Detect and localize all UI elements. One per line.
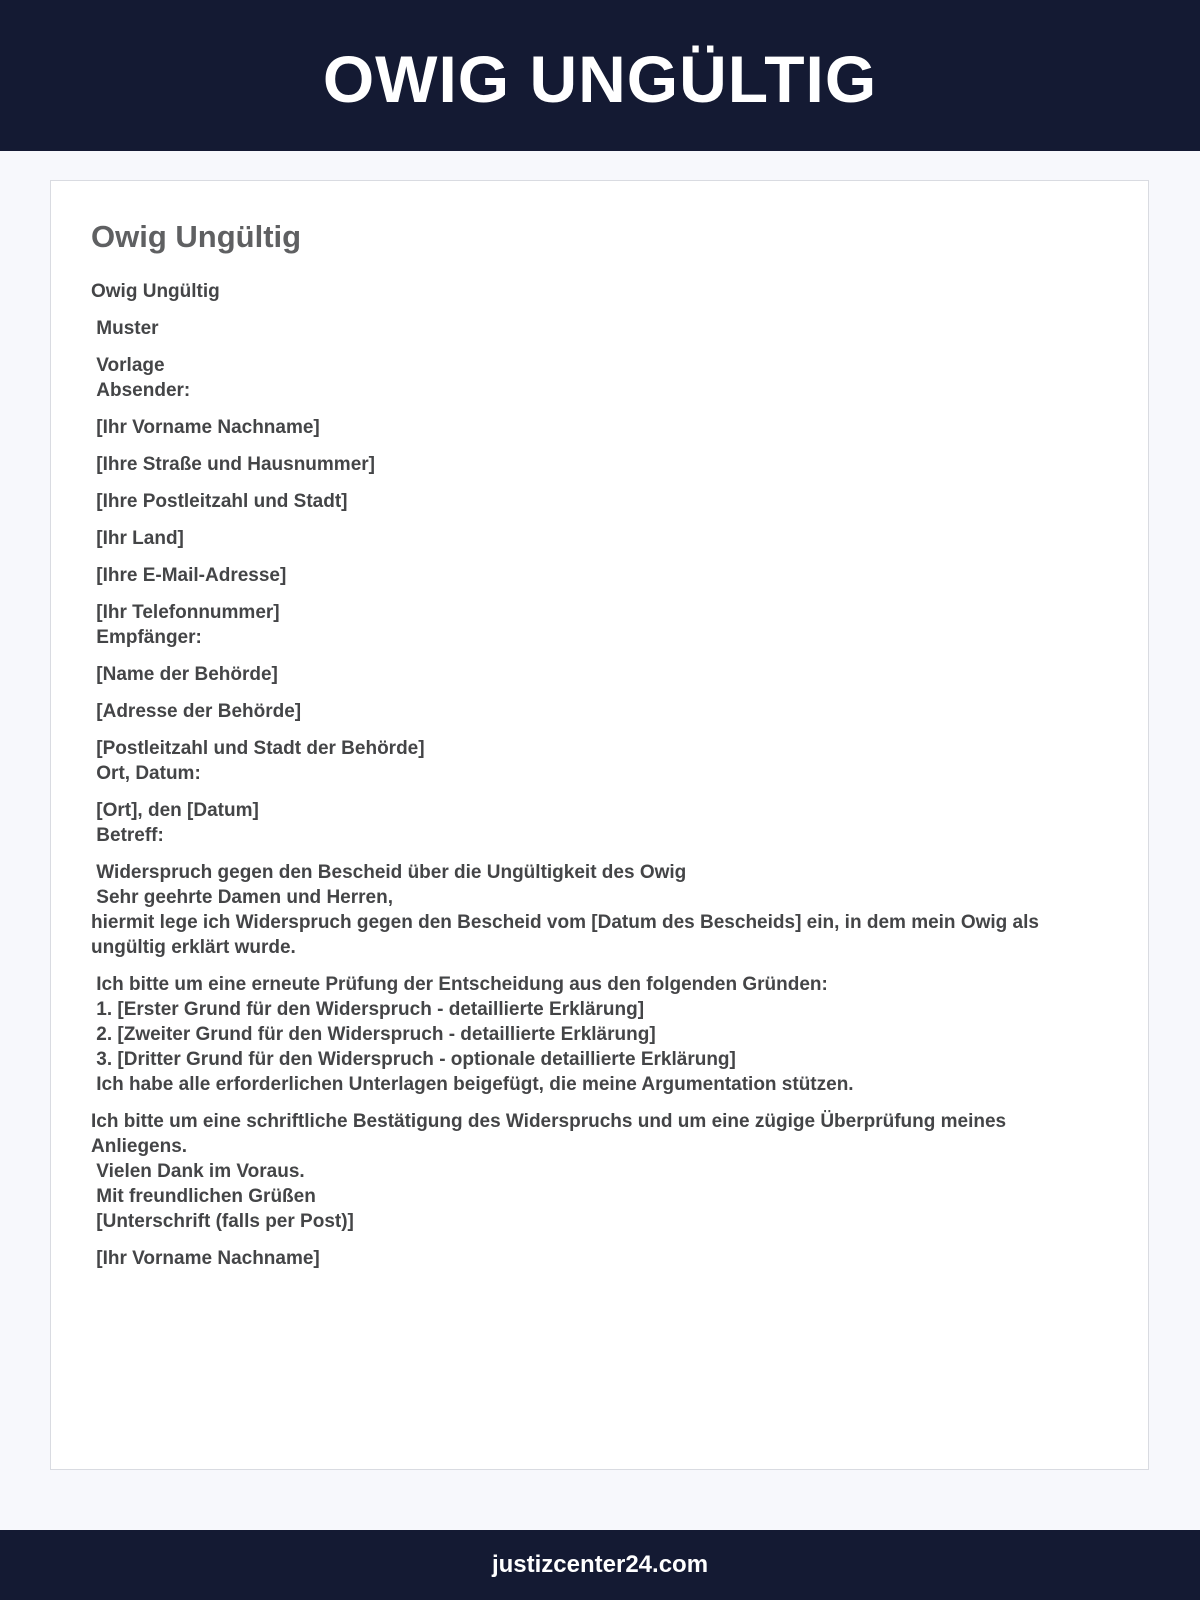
document-line: [Unterschrift (falls per Post)] bbox=[91, 1211, 354, 1232]
document-line: Empfänger: bbox=[91, 627, 202, 648]
document-line: Owig Ungültig bbox=[91, 281, 220, 302]
document-title: Owig Ungültig bbox=[91, 219, 302, 254]
document-paragraph bbox=[91, 452, 1101, 477]
document-paragraph bbox=[91, 563, 1101, 588]
document-paragraph bbox=[91, 526, 1101, 551]
document-paragraph bbox=[91, 415, 1101, 440]
document-line: 2. [Zweiter Grund für den Widerspruch - detaillierte Erklärung] bbox=[91, 1024, 656, 1045]
footer-site-link[interactable]: justizcenter24.com bbox=[491, 1551, 709, 1578]
document-line: [Ort], den [Datum] bbox=[91, 800, 259, 821]
document-line: [Name der Behörde] bbox=[91, 664, 278, 685]
document-paragraph bbox=[91, 353, 1101, 403]
document-paragraph bbox=[91, 600, 1101, 650]
document-line: [Ihr Land] bbox=[91, 528, 184, 549]
page-title: OWIG UNGÜLTIG bbox=[322, 41, 878, 116]
document-line: Vielen Dank im Voraus. bbox=[91, 1161, 305, 1182]
document-paragraph bbox=[91, 316, 1101, 341]
document-line: [Ihre Straße und Hausnummer] bbox=[91, 454, 375, 475]
document-line: Absender: bbox=[91, 380, 191, 401]
document-line: 3. [Dritter Grund für den Widerspruch - optionale detaillierte Erklärung] bbox=[91, 1049, 736, 1070]
document-line: Betreff: bbox=[91, 825, 164, 846]
document-paragraph bbox=[91, 1109, 1101, 1234]
document-line: Ich bitte um eine schriftliche Bestätigung des Widerspruchs und um eine zügige Überprüfung meines Anliegens. bbox=[91, 1111, 1011, 1157]
document-paragraph bbox=[91, 699, 1101, 724]
document-paragraph bbox=[91, 489, 1101, 514]
document-paragraph bbox=[91, 1246, 1101, 1271]
header-banner bbox=[0, 0, 1200, 151]
document-card bbox=[50, 180, 1149, 1470]
document-line: [Ihr Vorname Nachname] bbox=[91, 1248, 320, 1269]
document-line: Ich bitte um eine erneute Prüfung der Entscheidung aus den folgenden Gründen: bbox=[91, 974, 828, 995]
document-line: [Ihr Telefonnummer] bbox=[91, 602, 280, 623]
document-line: [Ihr Vorname Nachname] bbox=[91, 417, 320, 438]
document-line: Mit freundlichen Grüßen bbox=[91, 1186, 316, 1207]
document-line: [Ihre E-Mail-Adresse] bbox=[91, 565, 287, 586]
document-line: hiermit lege ich Widerspruch gegen den Bescheid vom [Datum des Bescheids] ein, in dem mein Owig als ungültig erklärt wurde. bbox=[91, 912, 1045, 958]
document-line: 1. [Erster Grund für den Widerspruch - detaillierte Erklärung] bbox=[91, 999, 645, 1020]
document-paragraph bbox=[91, 279, 1101, 304]
document-line: Ich habe alle erforderlichen Unterlagen beigefügt, die meine Argumentation stützen. bbox=[91, 1074, 854, 1095]
document-paragraph bbox=[91, 860, 1101, 960]
document-line: Vorlage bbox=[91, 355, 165, 376]
footer-bar bbox=[0, 1530, 1200, 1600]
document-body bbox=[91, 279, 1101, 1283]
document-paragraph bbox=[91, 798, 1101, 848]
document-line: Ort, Datum: bbox=[91, 763, 201, 784]
document-line: [Ihre Postleitzahl und Stadt] bbox=[91, 491, 348, 512]
document-line: Sehr geehrte Damen und Herren, bbox=[91, 887, 393, 908]
document-line: Muster bbox=[91, 318, 159, 339]
document-paragraph bbox=[91, 662, 1101, 687]
document-line: [Postleitzahl und Stadt der Behörde] bbox=[91, 738, 425, 759]
document-paragraph bbox=[91, 736, 1101, 786]
document-line: Widerspruch gegen den Bescheid über die Ungültigkeit des Owig bbox=[91, 862, 687, 883]
document-line: [Adresse der Behörde] bbox=[91, 701, 302, 722]
document-paragraph bbox=[91, 972, 1101, 1097]
